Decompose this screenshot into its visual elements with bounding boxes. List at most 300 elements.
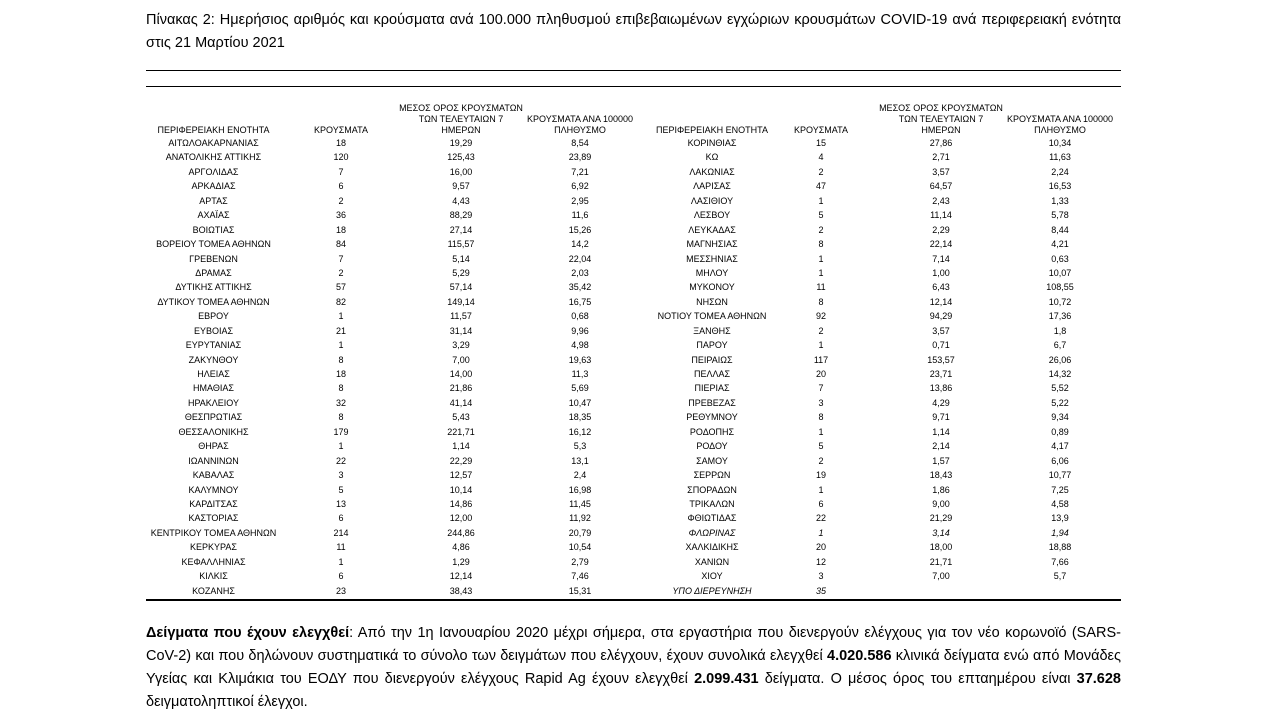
right-cell-avg7: 6,43 [932,282,950,293]
left-cell-avg7: 5,29 [452,267,470,278]
header-per100k-left [516,114,644,136]
header-avg7-line2: ΤΩΝ ΤΕΛΕΥΤΑΙΩΝ 7 [418,114,504,124]
left-cell-unit: ΚΕΦΑΛΛΗΝΙΑΣ [181,556,246,567]
right-cell-avg7: 1,00 [932,267,950,278]
left-cell-per100k: 11,45 [569,498,591,509]
right-cell-cases: 5 [818,441,824,452]
left-cell-unit: ΑΡΤΑΣ [199,195,228,206]
table-row [146,439,1121,453]
right-cell-per100k: 4,58 [1051,498,1069,509]
left-cell-avg7: 38,43 [449,585,473,596]
left-cell-avg7: 4,43 [452,195,470,206]
header-avg7-left [391,103,531,136]
right-cell-avg7: 1,14 [932,426,950,437]
left-cell-cases: 18 [335,369,346,379]
left-cell-unit: ΚΕΡΚΥΡΑΣ [190,542,237,553]
left-cell-cases: 1 [338,556,344,567]
header-avg7-line3: ΗΜΕΡΩΝ [441,125,481,135]
left-cell-unit: ΓΡΕΒΕΝΩΝ [189,253,238,264]
right-cell-cases: 12 [815,556,826,567]
left-cell-cases: 179 [333,426,349,437]
right-cell-cases: 1 [818,484,824,495]
table-bottom-border [146,599,1121,601]
right-cell-per100k: 10,07 [1048,267,1072,278]
right-cell-cases: 5 [818,210,824,221]
left-cell-per100k: 35,42 [568,282,592,293]
left-cell-per100k: 5,69 [571,383,589,394]
left-cell-avg7: 41,14 [449,397,473,408]
left-cell-avg7: 11,57 [450,311,472,322]
right-cell-cases: 1 [818,253,824,264]
right-cell-unit: ΦΛΩΡΙΝΑΣ [688,527,736,538]
right-cell-avg7: 2,29 [932,224,950,235]
right-cell-cases: 3 [818,571,824,582]
left-cell-avg7: 1,29 [452,556,470,567]
left-cell-unit: ΑΧΑΪΑΣ [197,210,230,221]
right-cell-avg7: 3,57 [932,325,950,336]
left-cell-avg7: 3,29 [452,340,470,351]
left-cell-unit: ΚΑΡΔΙΤΣΑΣ [189,498,238,509]
left-cell-cases: 18 [335,138,346,148]
left-cell-cases: 22 [335,455,346,466]
right-cell-per100k: 5,78 [1051,210,1069,221]
table-row [146,194,1121,208]
right-cell-per100k: 6,7 [1053,340,1067,351]
right-cell-unit: ΛΑΡΙΣΑΣ [693,181,731,192]
left-cell-cases: 1 [338,441,344,452]
tests-weekly-average: 37.628 [1076,671,1121,687]
right-cell-unit: ΣΑΜΟΥ [696,455,728,466]
right-cell-unit: ΠΙΕΡΙΑΣ [694,383,730,394]
right-cell-avg7: 21,29 [929,513,953,524]
right-cell-unit: ΣΕΡΡΩΝ [693,470,731,481]
left-cell-cases: 18 [335,224,346,235]
right-cell-avg7: 3,57 [932,166,950,177]
table-row [146,468,1121,482]
right-cell-avg7: 3,14 [932,527,950,538]
left-cell-per100k: 2,4 [573,470,587,481]
left-cell-per100k: 5,3 [573,441,587,452]
right-cell-unit: ΝΗΣΩΝ [696,296,728,307]
header-unit-left: ΠΕΡΙΦΕΡΕΙΑΚΗ ΕΝΟΤΗΤΑ [157,125,270,135]
right-cell-cases: 2 [818,166,824,177]
left-cell-cases: 82 [335,296,346,307]
right-cell-unit: ΚΩ [705,152,719,163]
right-cell-cases: 1 [818,426,824,437]
right-cell-unit: ΧΑΝΙΩΝ [694,556,730,567]
right-cell-cases: 2 [818,455,824,466]
header-avg7-line2: ΤΩΝ ΤΕΛΕΥΤΑΙΩΝ 7 [898,114,984,124]
right-cell-unit: ΣΠΟΡΑΔΩΝ [687,484,737,495]
table-row [146,526,1121,540]
left-cell-per100k: 22,04 [568,253,592,264]
table-row [146,179,1121,193]
left-cell-per100k: 19,63 [568,354,592,365]
table-row [146,280,1121,294]
left-cell-cases: 8 [338,412,344,423]
left-cell-cases: 3 [338,470,344,481]
table-row [146,252,1121,266]
left-cell-avg7: 88,29 [449,210,473,221]
left-cell-unit: ΘΕΣΣΑΛΟΝΙΚΗΣ [178,426,249,437]
right-cell-cases: 6 [818,498,824,509]
right-cell-per100k: 2,24 [1051,166,1069,177]
right-cell-unit: ΛΕΥΚΑΔΑΣ [688,224,736,235]
table-row [146,237,1121,251]
table-row [146,208,1121,222]
left-cell-cases: 2 [338,195,344,206]
right-cell-per100k: 0,89 [1051,426,1069,437]
right-cell-per100k: 26,06 [1048,354,1072,365]
right-cell-cases: 92 [815,311,826,322]
right-cell-per100k: 7,25 [1051,484,1069,495]
left-cell-avg7: 4,86 [452,542,470,553]
right-cell-unit: ΦΘΙΩΤΙΔΑΣ [687,513,737,524]
table-top-border [146,86,1121,87]
table-row [146,410,1121,424]
right-cell-per100k: 1,94 [1051,527,1069,538]
left-cell-cases: 8 [338,354,344,365]
left-cell-avg7: 27,14 [449,224,473,235]
table-row [146,338,1121,352]
right-cell-avg7: 22,14 [929,239,953,250]
right-cell-unit: ΜΥΚΟΝΟΥ [689,282,735,293]
right-cell-unit: ΥΠΟ ΔΙΕΡΕΥΝΗΣΗ [672,585,752,596]
right-cell-unit: ΜΕΣΣΗΝΙΑΣ [686,253,738,264]
left-cell-unit: ΗΜΑΘΙΑΣ [193,383,234,394]
left-cell-per100k: 9,96 [571,325,589,336]
left-cell-cases: 23 [335,585,346,596]
tests-clinical-total: 4.020.586 [827,648,892,664]
left-cell-per100k: 10,54 [568,542,592,553]
table-row [146,324,1121,338]
left-cell-per100k: 15,26 [568,224,592,235]
table-row [146,540,1121,554]
right-cell-cases: 22 [815,513,826,524]
left-cell-unit: ΑΙΤΩΛΟΑΚΑΡΝΑΝΙΑΣ [168,138,259,148]
right-cell-unit: ΡΟΔΟΠΗΣ [689,426,735,437]
left-cell-per100k: 11,92 [569,513,591,524]
left-cell-unit: ΗΡΑΚΛΕΙΟΥ [187,397,240,408]
right-cell-avg7: 18,43 [929,470,953,481]
left-cell-per100k: 20,79 [568,527,592,538]
right-cell-unit: ΚΟΡΙΝΘΙΑΣ [687,138,737,148]
left-cell-unit: ΚΙΛΚΙΣ [199,571,228,582]
left-cell-per100k: 6,92 [571,181,589,192]
right-cell-per100k: 13,9 [1051,513,1069,524]
left-cell-unit: ΖΑΚΥΝΘΟΥ [188,354,239,365]
left-cell-cases: 13 [335,498,346,509]
left-cell-avg7: 5,14 [452,253,470,264]
header-unit-right: ΠΕΡΙΦΕΡΕΙΑΚΗ ΕΝΟΤΗΤΑ [655,125,769,135]
right-cell-per100k: 6,06 [1051,455,1069,466]
left-cell-avg7: 221,71 [447,426,475,437]
left-cell-unit: ΕΥΒΟΙΑΣ [193,325,234,336]
tests-text-3: δείγματα. Ο μέσος όρος του επταημέρου είναι [758,671,1077,687]
right-cell-cases: 19 [815,470,826,481]
table-row [146,511,1121,525]
table-row [146,309,1121,323]
right-cell-avg7: 7,00 [932,571,950,582]
header-per100k-line2: ΠΛΗΘΥΣΜΟ [554,125,606,135]
header-avg7-right [871,103,1011,136]
right-cell-avg7: 153,57 [927,354,955,365]
table-row [146,454,1121,468]
right-cell-cases: 20 [815,542,826,553]
right-cell-per100k: 108,55 [1046,282,1074,293]
right-cell-per100k: 16,53 [1048,181,1072,192]
left-cell-avg7: 244,86 [447,527,475,538]
table-row [146,295,1121,309]
right-cell-avg7: 23,71 [929,369,953,379]
left-cell-unit: ΗΛΕΙΑΣ [197,369,230,379]
left-cell-per100k: 2,95 [571,195,589,206]
left-cell-unit: ΕΥΡΥΤΑΝΙΑΣ [185,340,242,351]
header-per100k-right [996,114,1124,136]
right-cell-cases: 1 [818,527,824,538]
right-cell-cases: 2 [818,325,824,336]
right-cell-per100k: 7,66 [1051,556,1069,567]
right-cell-cases: 47 [815,181,826,192]
left-cell-cases: 84 [335,239,346,250]
right-cell-avg7: 94,29 [929,311,953,322]
left-cell-per100k: 2,03 [571,267,589,278]
left-cell-avg7: 149,14 [447,296,475,307]
right-cell-per100k: 5,22 [1051,397,1069,408]
left-cell-cases: 21 [335,325,346,336]
right-cell-avg7: 13,86 [929,383,953,394]
table-body [146,136,1121,598]
right-cell-per100k: 1,33 [1051,195,1069,206]
left-cell-cases: 11 [336,542,346,553]
left-cell-cases: 8 [338,383,344,394]
right-cell-unit: ΜΗΛΟΥ [695,267,729,278]
table-row [146,367,1121,381]
right-cell-per100k: 11,63 [1049,152,1071,163]
left-cell-unit: ΕΒΡΟΥ [198,311,229,322]
table-row [146,497,1121,511]
left-cell-avg7: 115,57 [447,239,475,250]
right-cell-avg7: 1,57 [932,455,950,466]
left-cell-cases: 5 [338,484,344,495]
left-cell-per100k: 2,79 [571,556,589,567]
table-row [146,136,1121,150]
right-cell-unit: ΛΕΣΒΟΥ [693,210,731,221]
table-row [146,569,1121,583]
left-cell-cases: 1 [338,340,344,351]
left-cell-cases: 7 [338,166,344,177]
right-cell-unit: ΧΑΛΚΙΔΙΚΗΣ [685,542,739,553]
tests-rapid-total: 2.099.431 [694,671,759,687]
right-cell-per100k: 0,63 [1051,253,1069,264]
right-cell-avg7: 12,14 [929,296,953,307]
table-row [146,223,1121,237]
covid-cases-table [146,98,1121,598]
right-cell-cases: 4 [818,152,824,163]
left-cell-per100k: 0,68 [571,311,589,322]
left-cell-cases: 120 [333,152,349,163]
right-cell-unit: ΛΑΚΩΝΙΑΣ [689,166,735,177]
left-cell-unit: ΑΝΑΤΟΛΙΚΗΣ ΑΤΤΙΚΗΣ [165,152,262,163]
table-row [146,555,1121,569]
right-cell-avg7: 0,71 [932,340,950,351]
right-cell-unit: ΠΕΙΡΑΙΩΣ [691,354,733,365]
header-avg7-line1: ΜΕΣΟΣ ΟΡΟΣ ΚΡΟΥΣΜΑΤΩΝ [399,103,523,113]
left-cell-cases: 32 [335,397,346,408]
tests-text-2: κλινικά δείγματα ενώ από Μονάδες Υγείας και Κλιμάκια του ΕΟΔΥ που διενεργούν ελέγχους Rapid Ag έχουν ελεγχθεί [146,648,1121,687]
tests-lead: Δείγματα που έχουν ελεγχθεί [146,625,350,641]
right-cell-avg7: 64,57 [929,181,953,192]
left-cell-avg7: 14,86 [449,498,473,509]
right-cell-per100k: 9,34 [1051,412,1069,423]
left-cell-avg7: 12,14 [449,571,473,582]
left-cell-cases: 6 [338,181,344,192]
right-cell-avg7: 1,86 [932,484,950,495]
left-cell-avg7: 9,57 [452,181,470,192]
right-cell-unit: ΤΡΙΚΑΛΩΝ [689,498,735,509]
left-cell-cases: 1 [338,311,344,322]
left-cell-cases: 6 [338,513,344,524]
header-avg7-line3: ΗΜΕΡΩΝ [921,125,961,135]
right-cell-avg7: 7,14 [932,253,950,264]
left-cell-per100k: 16,12 [568,426,592,437]
left-cell-cases: 57 [335,282,346,293]
tests-paragraph [146,622,1121,714]
left-cell-avg7: 125,43 [447,152,475,163]
left-cell-unit: ΚΑΛΥΜΝΟΥ [188,484,239,495]
right-cell-per100k: 5,52 [1051,383,1069,394]
right-cell-cases: 8 [818,239,824,250]
right-cell-cases: 20 [815,369,826,379]
left-cell-per100k: 23,89 [568,152,592,163]
right-cell-avg7: 2,43 [932,195,950,206]
right-cell-cases: 1 [818,340,824,351]
table-header-row [146,98,1121,136]
table-row [146,266,1121,280]
left-cell-unit: ΘΗΡΑΣ [198,441,229,452]
right-cell-cases: 1 [818,195,824,206]
right-cell-cases: 1 [818,267,824,278]
right-cell-per100k: 14,32 [1048,369,1072,379]
left-cell-avg7: 5,43 [452,412,470,423]
left-cell-avg7: 57,14 [449,282,473,293]
left-cell-per100k: 18,35 [568,412,592,423]
left-cell-unit: ΚΑΒΑΛΑΣ [192,470,235,481]
left-cell-per100k: 7,46 [571,571,589,582]
left-cell-per100k: 8,54 [571,138,589,148]
right-cell-per100k: 1,8 [1053,325,1067,336]
right-cell-per100k: 10,77 [1048,470,1072,481]
left-cell-per100k: 11,6 [571,210,589,221]
right-cell-unit: ΝΟΤΙΟΥ ΤΟΜΕΑ ΑΘΗΝΩΝ [657,311,767,322]
header-cases-left: ΚΡΟΥΣΜΑΤΑ [314,125,368,135]
header-per100k-line1: ΚΡΟΥΣΜΑΤΑ ΑΝΑ 100000 [1007,114,1113,124]
left-cell-unit: ΔΥΤΙΚΟΥ ΤΟΜΕΑ ΑΘΗΝΩΝ [157,296,270,307]
left-cell-unit: ΑΡΚΑΔΙΑΣ [191,181,236,192]
table-caption: Πίνακας 2: Ημερήσιος αριθμός και κρούσματα ανά 100.000 πληθυσμού επιβεβαιωμένων εγχώριων κρουσμάτων COVID-19 ανά περιφερειακή ενότητα στις 21 Μαρτίου 2021 [146,12,1121,51]
left-cell-unit: ΚΕΝΤΡΙΚΟΥ ΤΟΜΕΑ ΑΘΗΝΩΝ [150,527,277,538]
left-cell-per100k: 16,98 [568,484,592,495]
left-cell-cases: 7 [338,253,344,264]
right-cell-avg7: 27,86 [929,138,953,148]
left-cell-cases: 36 [335,210,346,221]
right-cell-per100k: 10,72 [1048,296,1072,307]
left-cell-avg7: 22,29 [449,455,473,466]
right-cell-avg7: 2,71 [932,152,950,163]
right-cell-cases: 8 [818,296,824,307]
left-cell-per100k: 4,98 [571,340,589,351]
table-row [146,353,1121,367]
table-row [146,381,1121,395]
left-cell-unit: ΑΡΓΟΛΙΔΑΣ [188,166,239,177]
right-cell-avg7: 18,00 [929,542,953,553]
left-cell-unit: ΘΕΣΠΡΩΤΙΑΣ [184,412,243,423]
table-row [146,396,1121,410]
right-cell-per100k: 18,88 [1048,542,1072,553]
right-cell-avg7: 4,29 [932,397,950,408]
table-row [146,584,1121,598]
left-cell-avg7: 14,00 [449,369,473,379]
table-row [146,150,1121,164]
right-cell-unit: ΛΑΣΙΘΙΟΥ [690,195,734,206]
right-cell-cases: 2 [818,224,824,235]
right-cell-per100k: 4,21 [1051,239,1069,250]
right-cell-per100k: 8,44 [1051,224,1069,235]
left-cell-unit: ΔΥΤΙΚΗΣ ΑΤΤΙΚΗΣ [175,282,252,293]
left-cell-unit: ΒΟΙΩΤΙΑΣ [192,224,235,235]
header-cases-right: ΚΡΟΥΣΜΑΤΑ [794,125,848,135]
right-cell-per100k: 4,17 [1051,441,1069,452]
left-cell-avg7: 7,00 [452,354,470,365]
right-cell-unit: ΠΡΕΒΕΖΑΣ [688,397,736,408]
right-cell-unit: ΞΑΝΘΗΣ [693,325,731,336]
header-per100k-line1: ΚΡΟΥΣΜΑΤΑ ΑΝΑ 100000 [527,114,633,124]
left-cell-unit: ΒΟΡΕΙΟΥ ΤΟΜΕΑ ΑΘΗΝΩΝ [156,239,271,250]
left-cell-avg7: 10,14 [449,484,473,495]
right-cell-avg7: 9,71 [932,412,950,423]
left-cell-avg7: 31,14 [449,325,473,336]
right-cell-avg7: 2,14 [932,441,950,452]
right-cell-cases: 15 [815,138,826,148]
left-cell-per100k: 7,21 [571,166,589,177]
table-row [146,483,1121,497]
right-cell-cases: 8 [818,412,824,423]
right-cell-per100k: 10,34 [1048,138,1072,148]
left-cell-per100k: 14,2 [571,239,589,250]
right-cell-cases: 117 [813,354,829,365]
right-cell-cases: 7 [818,383,824,394]
right-cell-avg7: 11,14 [930,210,952,221]
left-cell-cases: 2 [338,267,344,278]
table-row [146,165,1121,179]
tests-text-1: : Από την 1η Ιανουαρίου 2020 μέχρι σήμερα, στα εργαστήρια που διενεργούν ελέγχους για τον νέο κορωνοϊό (SARS-CoV-2) και που δηλώνουν συστηματικά το σύνολο των δειγμάτων που ελέγχουν, έχουν συνολικά ελεγχθεί [146,625,1122,664]
left-cell-per100k: 16,75 [568,296,592,307]
left-cell-per100k: 15,31 [568,585,592,596]
right-cell-unit: ΧΙΟΥ [701,571,723,582]
right-cell-unit: ΠΑΡΟΥ [696,340,728,351]
right-cell-avg7: 21,71 [929,556,953,567]
left-cell-per100k: 11,3 [571,369,589,379]
left-cell-avg7: 12,57 [449,470,473,481]
left-cell-per100k: 10,47 [568,397,592,408]
header-avg7-line1: ΜΕΣΟΣ ΟΡΟΣ ΚΡΟΥΣΜΑΤΩΝ [879,103,1003,113]
left-cell-avg7: 21,86 [449,383,473,394]
left-cell-unit: ΚΟΖΑΝΗΣ [192,585,235,596]
left-cell-avg7: 12,00 [449,513,473,524]
left-cell-cases: 214 [333,527,349,538]
left-cell-cases: 6 [338,571,344,582]
caption-divider [146,70,1121,71]
